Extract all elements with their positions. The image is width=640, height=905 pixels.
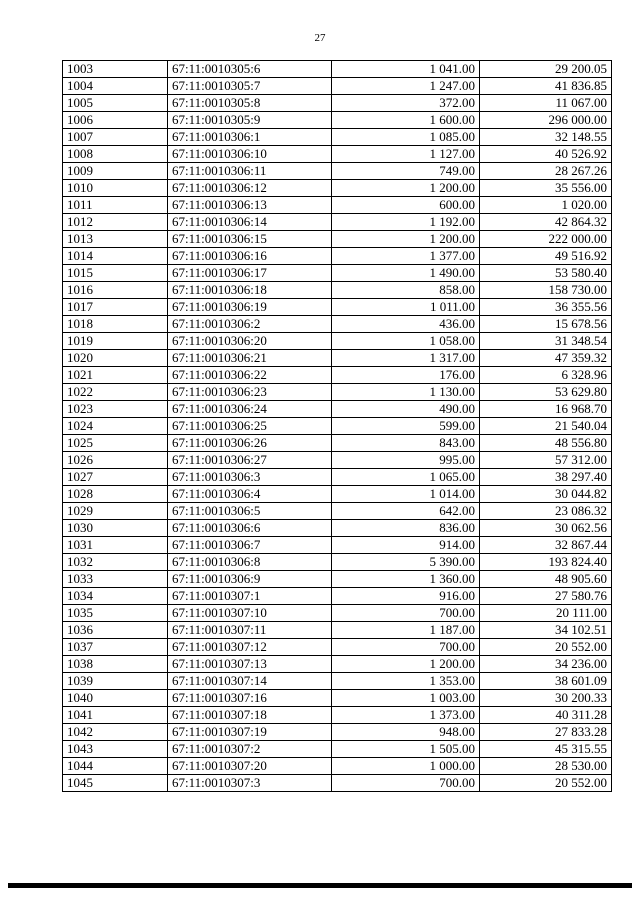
value-cell: 6 328.96 <box>480 367 612 384</box>
row-number-cell: 1038 <box>63 656 168 673</box>
cadastral-number-cell: 67:11:0010305:8 <box>168 95 332 112</box>
area-cell: 372.00 <box>332 95 480 112</box>
area-cell: 1 011.00 <box>332 299 480 316</box>
value-cell: 41 836.85 <box>480 78 612 95</box>
value-cell: 53 629.80 <box>480 384 612 401</box>
value-cell: 16 968.70 <box>480 401 612 418</box>
value-cell: 222 000.00 <box>480 231 612 248</box>
table-row <box>63 588 612 605</box>
area-cell: 642.00 <box>332 503 480 520</box>
row-number-cell: 1028 <box>63 486 168 503</box>
area-cell: 1 003.00 <box>332 690 480 707</box>
row-number-cell: 1044 <box>63 758 168 775</box>
table-row <box>63 78 612 95</box>
row-number-cell: 1003 <box>63 61 168 78</box>
value-cell: 1 020.00 <box>480 197 612 214</box>
table-row <box>63 537 612 554</box>
value-cell: 32 148.55 <box>480 129 612 146</box>
table-row <box>63 112 612 129</box>
area-cell: 1 200.00 <box>332 180 480 197</box>
area-cell: 749.00 <box>332 163 480 180</box>
cadastral-number-cell: 67:11:0010306:11 <box>168 163 332 180</box>
table-row <box>63 622 612 639</box>
table-row <box>63 61 612 78</box>
cadastral-number-cell: 67:11:0010306:10 <box>168 146 332 163</box>
area-cell: 1 065.00 <box>332 469 480 486</box>
table-row <box>63 724 612 741</box>
row-number-cell: 1020 <box>63 350 168 367</box>
area-cell: 1 187.00 <box>332 622 480 639</box>
row-number-cell: 1021 <box>63 367 168 384</box>
table-row <box>63 316 612 333</box>
cadastral-number-cell: 67:11:0010307:14 <box>168 673 332 690</box>
row-number-cell: 1026 <box>63 452 168 469</box>
row-number-cell: 1029 <box>63 503 168 520</box>
row-number-cell: 1019 <box>63 333 168 350</box>
row-number-cell: 1004 <box>63 78 168 95</box>
row-number-cell: 1024 <box>63 418 168 435</box>
area-cell: 1 317.00 <box>332 350 480 367</box>
row-number-cell: 1039 <box>63 673 168 690</box>
area-cell: 1 192.00 <box>332 214 480 231</box>
area-cell: 914.00 <box>332 537 480 554</box>
cadastral-number-cell: 67:11:0010306:12 <box>168 180 332 197</box>
row-number-cell: 1012 <box>63 214 168 231</box>
value-cell: 28 267.26 <box>480 163 612 180</box>
value-cell: 20 552.00 <box>480 639 612 656</box>
value-cell: 11 067.00 <box>480 95 612 112</box>
area-cell: 1 000.00 <box>332 758 480 775</box>
cadastral-number-cell: 67:11:0010307:1 <box>168 588 332 605</box>
table-body <box>63 61 612 792</box>
area-cell: 1 058.00 <box>332 333 480 350</box>
value-cell: 40 526.92 <box>480 146 612 163</box>
value-cell: 23 086.32 <box>480 503 612 520</box>
area-cell: 1 247.00 <box>332 78 480 95</box>
area-cell: 1 130.00 <box>332 384 480 401</box>
cadastral-number-cell: 67:11:0010305:9 <box>168 112 332 129</box>
cadastral-number-cell: 67:11:0010307:11 <box>168 622 332 639</box>
cadastral-number-cell: 67:11:0010307:18 <box>168 707 332 724</box>
cadastral-number-cell: 67:11:0010306:6 <box>168 520 332 537</box>
row-number-cell: 1030 <box>63 520 168 537</box>
cadastral-number-cell: 67:11:0010306:13 <box>168 197 332 214</box>
area-cell: 1 041.00 <box>332 61 480 78</box>
row-number-cell: 1006 <box>63 112 168 129</box>
cadastral-number-cell: 67:11:0010306:7 <box>168 537 332 554</box>
table-row <box>63 95 612 112</box>
value-cell: 29 200.05 <box>480 61 612 78</box>
area-cell: 1 490.00 <box>332 265 480 282</box>
cadastral-number-cell: 67:11:0010306:19 <box>168 299 332 316</box>
value-cell: 57 312.00 <box>480 452 612 469</box>
row-number-cell: 1027 <box>63 469 168 486</box>
row-number-cell: 1040 <box>63 690 168 707</box>
value-cell: 42 864.32 <box>480 214 612 231</box>
row-number-cell: 1025 <box>63 435 168 452</box>
table-row <box>63 129 612 146</box>
table-row <box>63 333 612 350</box>
cadastral-number-cell: 67:11:0010306:1 <box>168 129 332 146</box>
cadastral-number-cell: 67:11:0010307:10 <box>168 605 332 622</box>
value-cell: 32 867.44 <box>480 537 612 554</box>
area-cell: 700.00 <box>332 639 480 656</box>
cadastral-number-cell: 67:11:0010306:9 <box>168 571 332 588</box>
value-cell: 158 730.00 <box>480 282 612 299</box>
table-row <box>63 418 612 435</box>
row-number-cell: 1043 <box>63 741 168 758</box>
row-number-cell: 1009 <box>63 163 168 180</box>
value-cell: 40 311.28 <box>480 707 612 724</box>
table-row <box>63 758 612 775</box>
table-row <box>63 299 612 316</box>
cadastral-number-cell: 67:11:0010306:4 <box>168 486 332 503</box>
cadastral-number-cell: 67:11:0010307:3 <box>168 775 332 792</box>
row-number-cell: 1045 <box>63 775 168 792</box>
area-cell: 700.00 <box>332 605 480 622</box>
table-row <box>63 673 612 690</box>
value-cell: 34 102.51 <box>480 622 612 639</box>
row-number-cell: 1015 <box>63 265 168 282</box>
value-cell: 38 601.09 <box>480 673 612 690</box>
cadastral-number-cell: 67:11:0010305:6 <box>168 61 332 78</box>
cadastral-number-cell: 67:11:0010306:27 <box>168 452 332 469</box>
table-row <box>63 520 612 537</box>
row-number-cell: 1037 <box>63 639 168 656</box>
table-row <box>63 180 612 197</box>
table-row <box>63 435 612 452</box>
area-cell: 600.00 <box>332 197 480 214</box>
area-cell: 1 373.00 <box>332 707 480 724</box>
cadastral-number-cell: 67:11:0010306:3 <box>168 469 332 486</box>
cadastral-table <box>62 60 612 792</box>
cadastral-number-cell: 67:11:0010306:22 <box>168 367 332 384</box>
bottom-rule <box>8 883 632 888</box>
value-cell: 34 236.00 <box>480 656 612 673</box>
cadastral-number-cell: 67:11:0010306:23 <box>168 384 332 401</box>
cadastral-number-cell: 67:11:0010306:25 <box>168 418 332 435</box>
row-number-cell: 1035 <box>63 605 168 622</box>
table-row <box>63 350 612 367</box>
cadastral-number-cell: 67:11:0010306:16 <box>168 248 332 265</box>
value-cell: 53 580.40 <box>480 265 612 282</box>
value-cell: 20 552.00 <box>480 775 612 792</box>
area-cell: 916.00 <box>332 588 480 605</box>
cadastral-number-cell: 67:11:0010305:7 <box>168 78 332 95</box>
table-row <box>63 384 612 401</box>
table-row <box>63 656 612 673</box>
row-number-cell: 1011 <box>63 197 168 214</box>
value-cell: 30 062.56 <box>480 520 612 537</box>
table-row <box>63 486 612 503</box>
row-number-cell: 1013 <box>63 231 168 248</box>
cadastral-number-cell: 67:11:0010307:20 <box>168 758 332 775</box>
table-row <box>63 741 612 758</box>
area-cell: 1 014.00 <box>332 486 480 503</box>
value-cell: 15 678.56 <box>480 316 612 333</box>
area-cell: 1 200.00 <box>332 656 480 673</box>
area-cell: 700.00 <box>332 775 480 792</box>
cadastral-number-cell: 67:11:0010306:21 <box>168 350 332 367</box>
cadastral-number-cell: 67:11:0010307:13 <box>168 656 332 673</box>
table-row <box>63 639 612 656</box>
row-number-cell: 1007 <box>63 129 168 146</box>
row-number-cell: 1022 <box>63 384 168 401</box>
area-cell: 1 353.00 <box>332 673 480 690</box>
value-cell: 20 111.00 <box>480 605 612 622</box>
table-row <box>63 367 612 384</box>
area-cell: 1 505.00 <box>332 741 480 758</box>
area-cell: 490.00 <box>332 401 480 418</box>
value-cell: 45 315.55 <box>480 741 612 758</box>
row-number-cell: 1016 <box>63 282 168 299</box>
value-cell: 49 516.92 <box>480 248 612 265</box>
area-cell: 5 390.00 <box>332 554 480 571</box>
value-cell: 48 556.80 <box>480 435 612 452</box>
table-row <box>63 163 612 180</box>
row-number-cell: 1017 <box>63 299 168 316</box>
table-row <box>63 690 612 707</box>
table-row <box>63 282 612 299</box>
value-cell: 35 556.00 <box>480 180 612 197</box>
value-cell: 47 359.32 <box>480 350 612 367</box>
area-cell: 1 127.00 <box>332 146 480 163</box>
table-row <box>63 146 612 163</box>
value-cell: 21 540.04 <box>480 418 612 435</box>
table-row <box>63 571 612 588</box>
table-row <box>63 707 612 724</box>
area-cell: 1 600.00 <box>332 112 480 129</box>
table-row <box>63 775 612 792</box>
cadastral-number-cell: 67:11:0010306:20 <box>168 333 332 350</box>
table-row <box>63 469 612 486</box>
row-number-cell: 1010 <box>63 180 168 197</box>
cadastral-number-cell: 67:11:0010306:14 <box>168 214 332 231</box>
table-row <box>63 231 612 248</box>
table-row <box>63 401 612 418</box>
area-cell: 436.00 <box>332 316 480 333</box>
value-cell: 28 530.00 <box>480 758 612 775</box>
cadastral-number-cell: 67:11:0010307:12 <box>168 639 332 656</box>
row-number-cell: 1018 <box>63 316 168 333</box>
table-row <box>63 503 612 520</box>
row-number-cell: 1014 <box>63 248 168 265</box>
area-cell: 1 377.00 <box>332 248 480 265</box>
table-row <box>63 605 612 622</box>
area-cell: 599.00 <box>332 418 480 435</box>
cadastral-number-cell: 67:11:0010307:16 <box>168 690 332 707</box>
row-number-cell: 1042 <box>63 724 168 741</box>
cadastral-number-cell: 67:11:0010306:26 <box>168 435 332 452</box>
row-number-cell: 1031 <box>63 537 168 554</box>
value-cell: 30 200.33 <box>480 690 612 707</box>
area-cell: 843.00 <box>332 435 480 452</box>
area-cell: 176.00 <box>332 367 480 384</box>
value-cell: 27 833.28 <box>480 724 612 741</box>
row-number-cell: 1005 <box>63 95 168 112</box>
value-cell: 48 905.60 <box>480 571 612 588</box>
value-cell: 36 355.56 <box>480 299 612 316</box>
row-number-cell: 1023 <box>63 401 168 418</box>
table-row <box>63 265 612 282</box>
table-row <box>63 554 612 571</box>
value-cell: 27 580.76 <box>480 588 612 605</box>
row-number-cell: 1033 <box>63 571 168 588</box>
value-cell: 193 824.40 <box>480 554 612 571</box>
page-number: 27 <box>314 32 326 44</box>
table-row <box>63 248 612 265</box>
area-cell: 995.00 <box>332 452 480 469</box>
cadastral-number-cell: 67:11:0010306:18 <box>168 282 332 299</box>
row-number-cell: 1041 <box>63 707 168 724</box>
value-cell: 38 297.40 <box>480 469 612 486</box>
cadastral-number-cell: 67:11:0010306:17 <box>168 265 332 282</box>
cadastral-number-cell: 67:11:0010306:2 <box>168 316 332 333</box>
table-row <box>63 197 612 214</box>
value-cell: 296 000.00 <box>480 112 612 129</box>
cadastral-number-cell: 67:11:0010307:2 <box>168 741 332 758</box>
cadastral-number-cell: 67:11:0010306:8 <box>168 554 332 571</box>
area-cell: 1 360.00 <box>332 571 480 588</box>
row-number-cell: 1008 <box>63 146 168 163</box>
cadastral-number-cell: 67:11:0010306:15 <box>168 231 332 248</box>
area-cell: 1 200.00 <box>332 231 480 248</box>
area-cell: 858.00 <box>332 282 480 299</box>
value-cell: 30 044.82 <box>480 486 612 503</box>
row-number-cell: 1034 <box>63 588 168 605</box>
area-cell: 1 085.00 <box>332 129 480 146</box>
area-cell: 836.00 <box>332 520 480 537</box>
area-cell: 948.00 <box>332 724 480 741</box>
row-number-cell: 1032 <box>63 554 168 571</box>
cadastral-number-cell: 67:11:0010307:19 <box>168 724 332 741</box>
table-row <box>63 452 612 469</box>
table-row <box>63 214 612 231</box>
row-number-cell: 1036 <box>63 622 168 639</box>
cadastral-number-cell: 67:11:0010306:5 <box>168 503 332 520</box>
cadastral-number-cell: 67:11:0010306:24 <box>168 401 332 418</box>
value-cell: 31 348.54 <box>480 333 612 350</box>
